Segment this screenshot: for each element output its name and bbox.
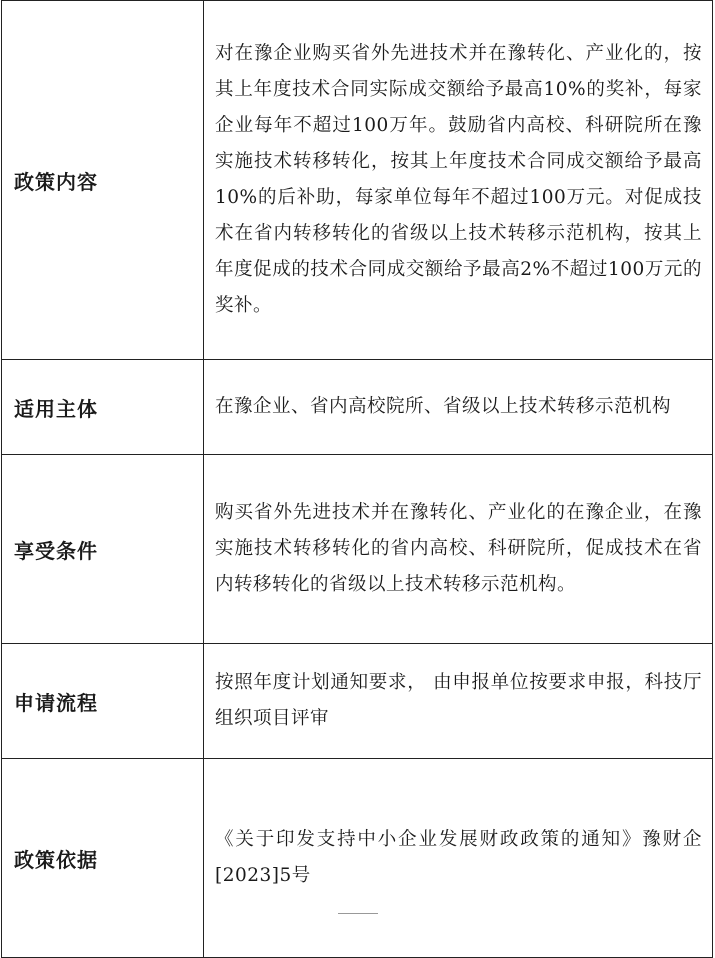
row-content: 按照年度计划通知要求， 由申报单位按要求申报，科技厅组织项目评审 [204,644,713,759]
table-row-application-process [2,644,713,759]
row-label: 享受条件 [2,455,204,644]
row-label: 申请流程 [2,644,204,759]
policy-table [1,0,713,958]
table-row-policy-basis [2,759,713,958]
row-content: 对在豫企业购买省外先进技术并在豫转化、产业化的，按其上年度技术合同实际成交额给予最高10%的奖补，每家企业每年不超过100万年。鼓励省内高校、科研院所在豫实施技术转移转化，按其上年度技术合同成交额给予最高10%的后补助，每家单位每年不超过100万元。对促成技术在省内转移转化的省级以上技术转移示范机构，按其上年度促成的技术合同成交额给予最高2%不超过100万元的奖补。 [204,1,713,360]
table-row-policy-content [2,1,713,360]
table-row-applicable-subject [2,360,713,455]
row-content: 在豫企业、省内高校院所、省级以上技术转移示范机构 [204,360,713,455]
row-content: 《关于印发支持中小企业发展财政政策的通知》豫财企[2023]5号 [204,759,713,958]
row-label: 政策依据 [2,759,204,958]
row-label: 政策内容 [2,1,204,360]
row-label: 适用主体 [2,360,204,455]
row-content: 购买省外先进技术并在豫转化、产业化的在豫企业，在豫实施技术转移转化的省内高校、科研院所，促成技术在省内转移转化的省级以上技术转移示范机构。 [204,455,713,644]
table-row-eligibility [2,455,713,644]
